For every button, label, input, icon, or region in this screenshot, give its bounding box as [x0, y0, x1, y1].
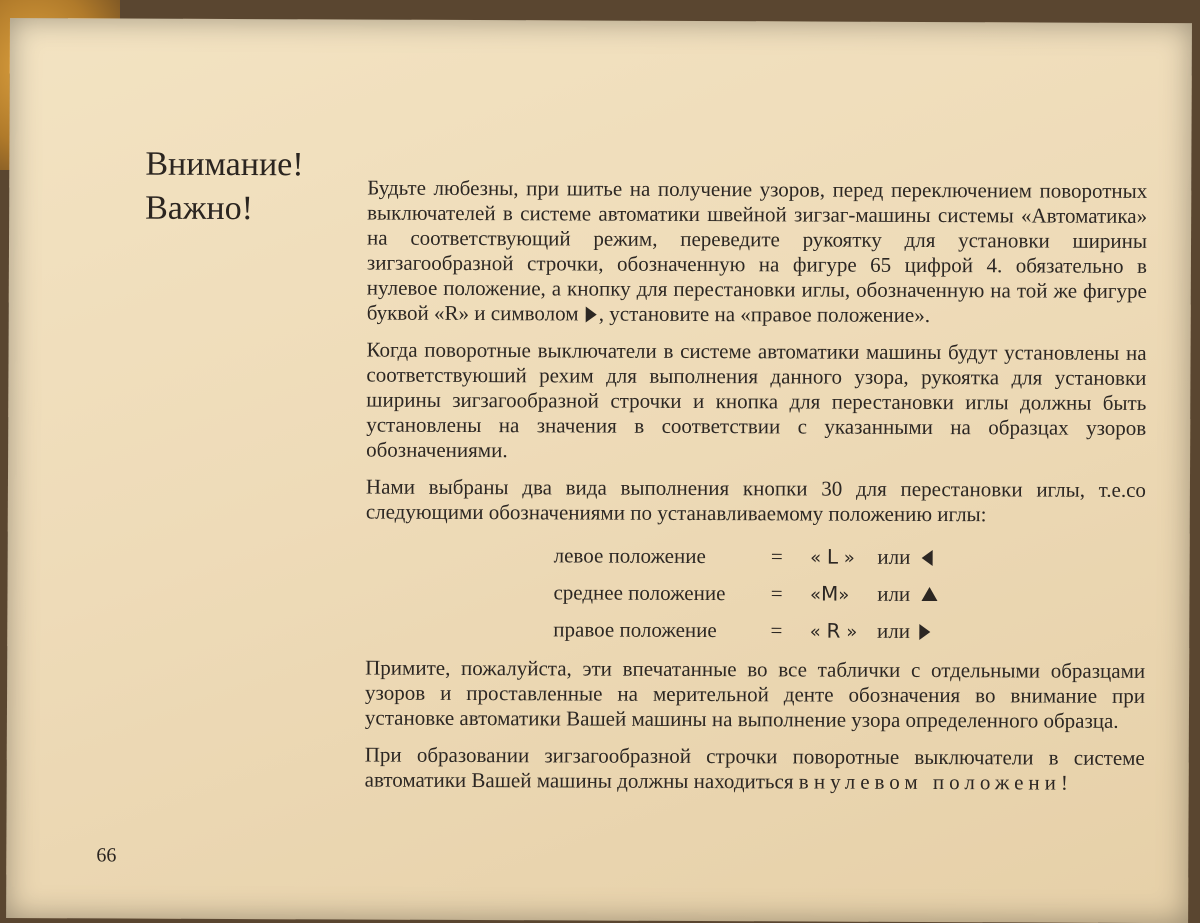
quote-close: »	[843, 547, 855, 569]
paragraph-5-text: При образовании зигзагообразной строчки поворотные выключатели в системе автоматики Вашей машины должны находиться в	[364, 742, 1145, 794]
paragraph-5-spaced-text: нулевом положени!	[813, 769, 1073, 795]
triangle-up-icon	[921, 587, 937, 601]
position-code	[810, 575, 872, 613]
triangle-right-icon	[919, 624, 930, 640]
equals-sign: =	[770, 544, 783, 569]
position-label: правое положение	[553, 617, 717, 643]
position-letter: M	[820, 581, 839, 606]
quote-close: »	[846, 621, 858, 643]
position-letter: R	[826, 618, 841, 643]
position-row-middle	[553, 574, 1145, 614]
position-row-left	[554, 537, 1146, 577]
paragraph-5	[365, 743, 1145, 796]
triangle-right-icon	[586, 307, 597, 323]
book-page	[6, 18, 1192, 923]
or-word: или	[877, 544, 911, 569]
position-code	[810, 538, 872, 576]
paragraph-3: Нами выбраны два вида выполнения кнопки 30 для перестановки иглы, т.е.со следующими обозначениями по устанавливаемому положению иглы:	[365, 474, 1147, 527]
page-number: 66	[96, 844, 117, 867]
quote-open: «	[809, 621, 821, 643]
position-code	[810, 612, 872, 650]
body-text	[365, 176, 1148, 808]
triangle-left-icon	[921, 550, 932, 566]
equals-sign: =	[770, 581, 783, 606]
position-letter: L	[826, 544, 839, 569]
or-word: или	[877, 581, 911, 606]
paragraph-2: Когда поворотные выключатели в системе автоматики машины будут установлены на соответствуюший рехим для выполнения данного узора, рукоятка для установки ширины зигзагообразной строчки и кнопка для перестановки иглы должны быть установлены на значения в соответствии с указанными на образцах узоров обозначениями.	[366, 337, 1147, 463]
position-label: среднее положение	[553, 580, 726, 606]
position-row-right	[553, 611, 1145, 651]
quote-open: «	[810, 547, 822, 569]
or-word: или	[877, 618, 911, 643]
quote-open: «	[809, 584, 822, 606]
quote-close: »	[838, 584, 850, 606]
paragraph-1-text-a: Будьте любезны, при шитье на получение узоров, перед переключением поворотных выключателей в системе автоматики швейной зигзаг-машины системы «Автоматика» на соответствующий режим, переведите рукоятку для установки ширины зигзагообразной строчки, обозначенную на фигуре 65 цифрой 4. обязательно в нулевое положение, а кнопку для перестановки иглы, обозначенную на той же фигуре буквой «R» и символом	[366, 175, 1148, 326]
position-label: левое положение	[553, 543, 706, 569]
equals-sign: =	[770, 618, 783, 643]
warning-heading	[145, 143, 345, 232]
heading-line-important: Важно!	[145, 189, 254, 228]
needle-positions-list	[553, 537, 1145, 651]
heading-line-attention: Внимание!	[145, 145, 304, 184]
paragraph-4: Примите, пожалуйста, эти впечатанные во все таблички с отдельными образцами узоров и проставленные на мерительной денте обозначения во внимание при установке автоматики Вашей машины на выполнение узора определенного образца.	[364, 655, 1146, 733]
paragraph-1	[367, 176, 1148, 329]
paragraph-1-text-b: , установите на «правое положение».	[598, 301, 931, 328]
